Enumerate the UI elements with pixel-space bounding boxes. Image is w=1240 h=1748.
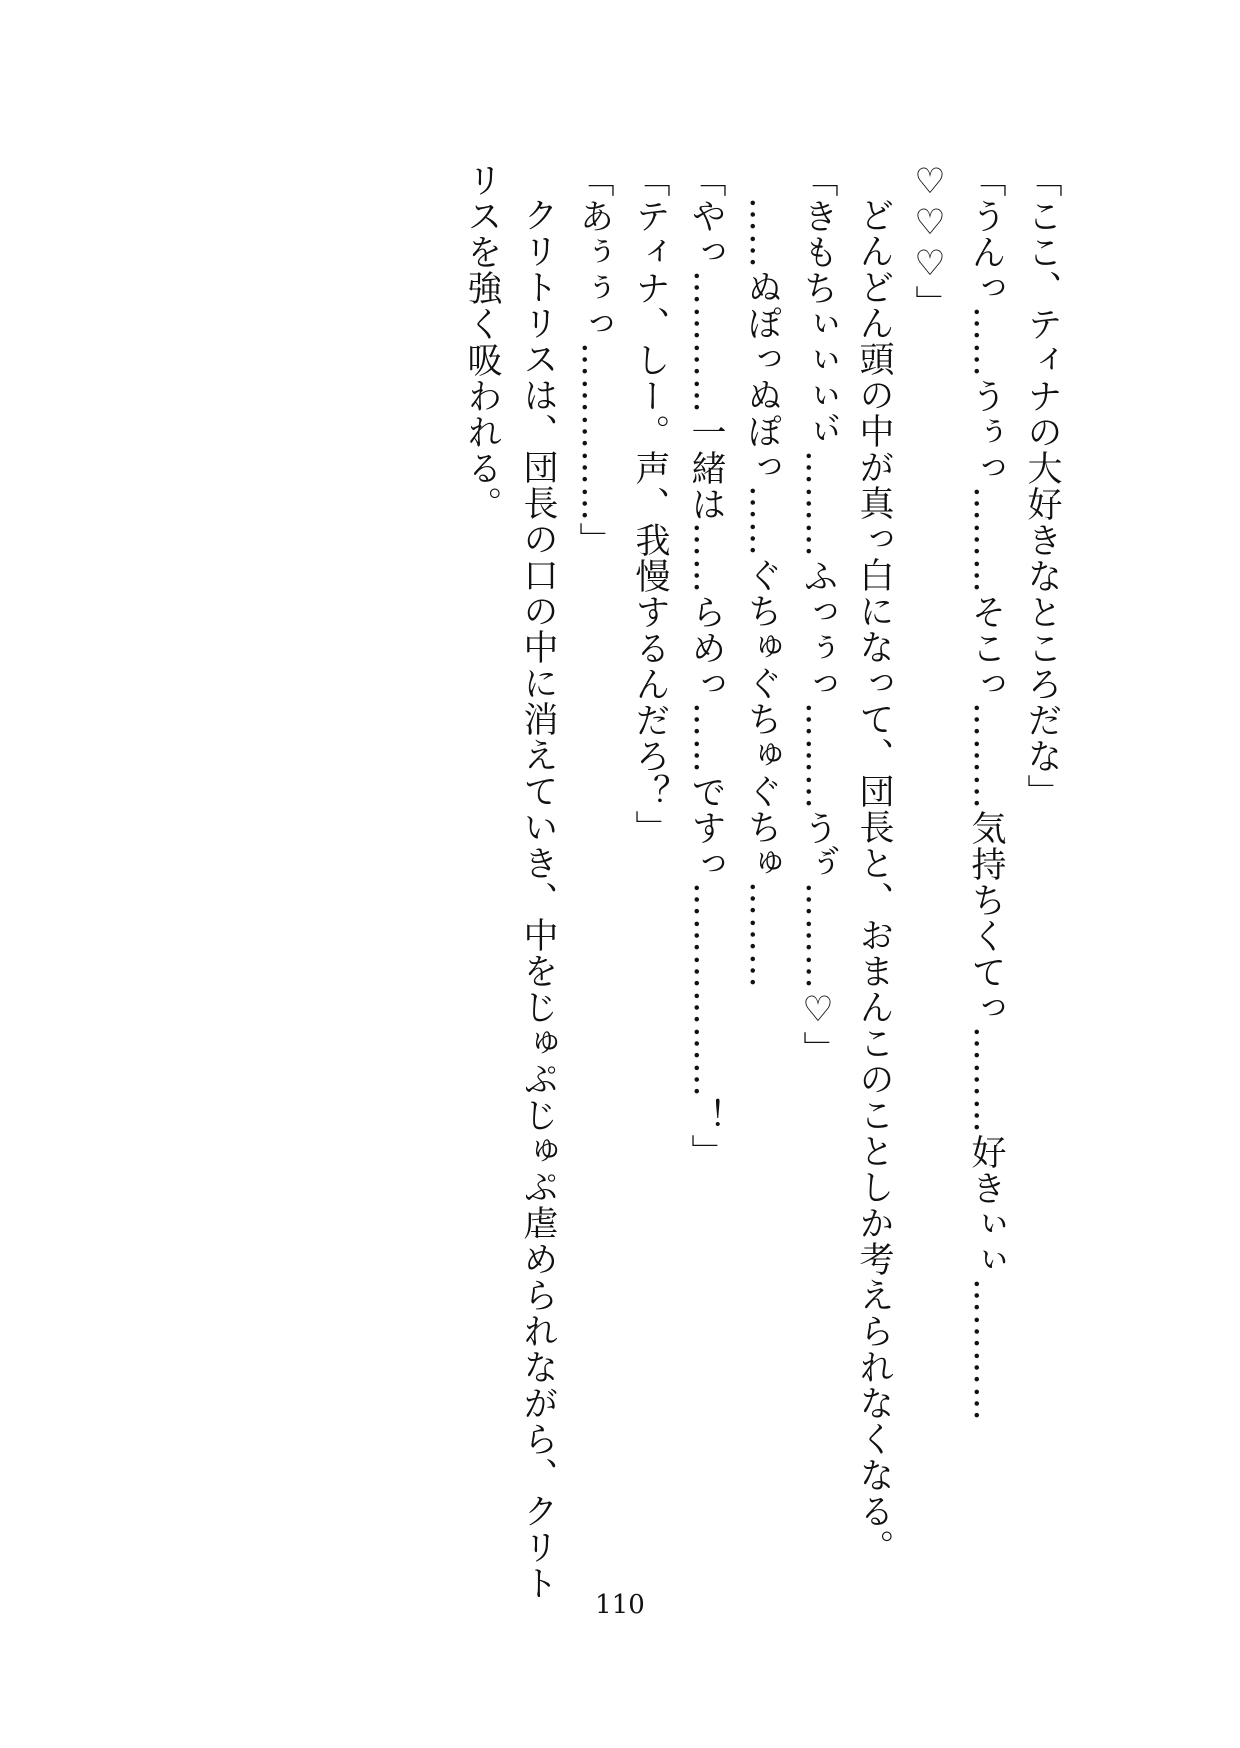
dialogue-line-2: 「うんっ……うぅっ………そこっ………気持ちくてっ………好きぃぃ…………: [966, 162, 1006, 1422]
dialogue-line-4: 「やっ…………一緒は……らめっ……ですっ………………！」: [686, 162, 726, 1170]
page-number: 110: [595, 1590, 645, 1620]
sound-effect-line: ……ぬぽっぬぽっ……ぐちゅぐちゅぐちゅ………: [742, 197, 782, 989]
dialogue-line-2-continued: ♡♡♡」: [910, 162, 950, 321]
narration-line-2: クリトリスは、団長の口の中に消えていき、中をじゅぷじゅぷ虐められながら、クリト: [518, 197, 558, 1601]
vertical-text-block: [454, 162, 1070, 1601]
narration-line-2-continued: リスを強く吸われる。: [462, 162, 502, 522]
dialogue-line-3: 「きもちぃぃぃぃ゙………ふっぅっ………うぅ゙………♡」: [798, 162, 838, 1067]
dialogue-line-6: 「あぅぅっ……………」: [574, 162, 614, 558]
dialogue-line-5: 「ティナ、しー。声、我慢するんだろ？」: [630, 162, 670, 846]
narration-line-1: どんどん頭の中が真っ白になって、団長と、おまんこのことしか考えられなくなる。: [854, 197, 894, 1565]
dialogue-line-1: 「ここ、ティナの大好きなところだな」: [1022, 162, 1062, 810]
